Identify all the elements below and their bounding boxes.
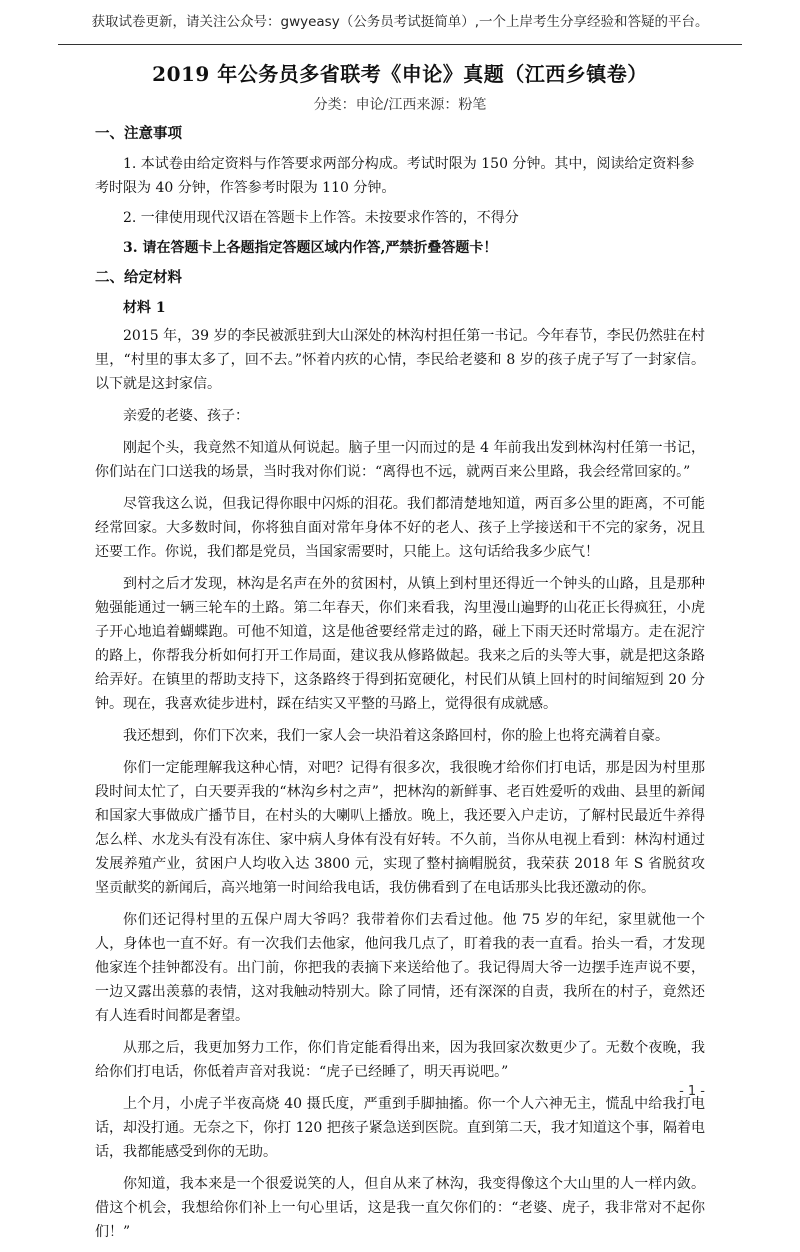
paragraph: 2015 年，39 岁的李民被派驻到大山深处的林沟村担任第一书记。今年春节，李民仍然驻在村里，“村里的事太多了，回不去。”怀着内疚的心情，李民给老婆和 8 岁的孩子虎子写了一封家信。以下就是这封家信。 [95, 328, 705, 392]
paragraph: 尽管我这么说，但我记得你眼中闪烁的泪花。我们都清楚地知道，两百多公里的距离，不可能经常回家。大多数时间，你将独自面对常年身体不好的老人、孩子上学接送和干不完的家务，况且还要工作。你说，我们都是党员，当国家需要时，只能上。这句话给我多少底气！ [95, 496, 705, 560]
section-heading-materials: 二、给定材料 [95, 269, 182, 286]
document-title: 2019 年公务员多省联考《申论》真题（江西乡镇卷） [152, 62, 648, 86]
header-divider [58, 44, 742, 45]
paragraph: 到村之后才发现，林沟是名声在外的贫困村，从镇上到村里还得近一个钟头的山路，且是那种勉强能通过一辆三轮车的土路。第二年春天，你们来看我，沟里漫山遍野的山花正长得疯狂，小虎子开心地追着蝴蝶跑。可他不知道，这是他爸要经常走过的路，碰上下雨天还时常塌方。走在泥泞的路上，你帮我分析如何打开工作局面，建议我从修路做起。我来之后的头等大事，就是把这条路给弄好。在镇里的帮助支持下，这条路终于得到拓宽硬化，村民们从镇上回村的时间缩短到 20 分钟。现在，我喜欢徒步进村，踩在结实又平整的马路上，觉得很有成就感。 [95, 576, 705, 712]
page-number: - 1 - [679, 1084, 705, 1099]
paragraph: 上个月，小虎子半夜高烧 40 摄氏度，严重到手脚抽搐。你一个人六神无主，慌乱中给我打电话，却没打通。无奈之下，你打 120 把孩子紧急送到医院。直到第二天，我才知道这个事，隔着电话，我都能感受到你的无助。 [95, 1096, 705, 1160]
paragraph: 我还想到，你们下次来，我们一家人会一块沿着这条路回村，你的脸上也将充满着自豪。 [123, 728, 669, 744]
document-body [95, 116, 705, 1252]
paragraph: 从那之后，我更加努力工作，你们肯定能看得出来，因为我回家次数更少了。无数个夜晚，我给你们打电话，你低着声音对我说：“虎子已经睡了，明天再说吧。” [95, 1040, 705, 1080]
note-item: 3. 请在答题卡上各题指定答题区域内作答,严禁折叠答题卡！ [123, 240, 498, 256]
material-label: 材料 1 [123, 300, 166, 316]
paragraph: 你知道，我本来是一个很爱说笑的人，但自从来了林沟，我变得像这个大山里的人一样内敛。借这个机会，我想给你们补上一句心里话，这是我一直欠你们的：“老婆、虎子，我非常对不起你们！” [95, 1176, 705, 1240]
paragraph: 你们还记得村里的五保户周大爷吗？我带着你们去看过他。他 75 岁的年纪，家里就他一个人，身体也一直不好。有一次我们去他家，他问我几点了，盯着我的表一直看。抬头一看，才发现他家连个挂钟都没有。出门前，你把我的表摘下来送给他了。我记得周大爷一边摆手连声说不要，一边又露出羡慕的表情，这对我触动特别大。除了同情，还有深深的自责，我所在的村子，竟然还有人连看时间都是奢望。 [95, 912, 705, 1024]
paragraph: 亲爱的老婆、孩子： [123, 408, 249, 424]
paragraph: 你们一定能理解我这种心情，对吧？记得有很多次，我很晚才给你们打电话，那是因为村里那段时间太忙了，白天要弄我的“林沟乡村之声”，把林沟的新鲜事、老百姓爱听的戏曲、县里的新闻和国家大事做成广播节目，在村头的大喇叭上播放。晚上，我还要入户走访，了解村民最近牛养得怎么样、水龙头有没有冻住、家中病人身体有没有好转。不久前，当你从电视上看到：林沟村通过发展养殖产业，贫困户人均收入达 3800 元，实现了整村摘帽脱贫，我荣获 2018 年 S 省脱贫攻坚贡献奖的新闻后，高兴地第一时间给我电话，我仿佛看到了在电话那头比我还激动的你。 [95, 760, 705, 896]
document-meta: 分类：申论/江西来源：粉笔 [313, 97, 487, 113]
note-item: 1. 本试卷由给定资料与作答要求两部分构成。考试时限为 150 分钟。其中，阅读给定资料参考时限为 40 分钟，作答参考时限为 110 分钟。 [95, 156, 695, 196]
section-heading-notes: 一、注意事项 [95, 125, 182, 142]
page-header: 获取试卷更新，请关注公众号：gwyeasy（公务员考试挺简单）,一个上岸考生分享经验和答疑的平台。 [91, 14, 709, 30]
paragraph: 刚起个头，我竟然不知道从何说起。脑子里一闪而过的是 4 年前我出发到林沟村任第一书记，你们站在门口送我的场景，当时我对你们说：“离得也不远，就两百来公里路，我会经常回家的。” [95, 440, 705, 480]
note-item: 2. 一律使用现代汉语在答题卡上作答。未按要求作答的，不得分 [123, 210, 519, 226]
